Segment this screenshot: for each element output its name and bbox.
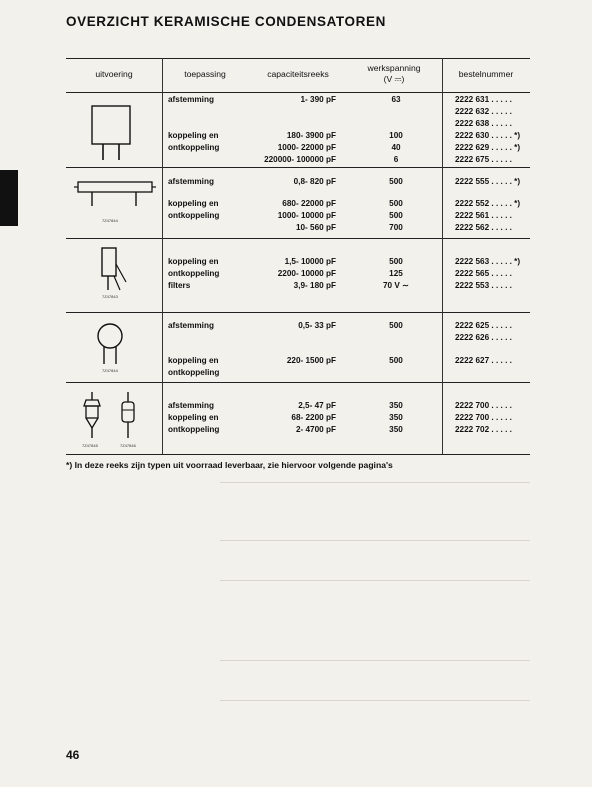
g4-figure-code: 7Z47844	[102, 368, 118, 373]
g5-figure-code-left: 7Z47845	[82, 443, 98, 448]
g1-toepassing-1: afstemming	[168, 95, 214, 104]
g2-volt-4: 700	[389, 223, 403, 232]
table-bottom-rule	[66, 454, 530, 455]
g3-nr-3: 2222 553 . . . . .	[455, 281, 512, 290]
g2-cap-2: 680- 22000 pF	[282, 199, 336, 208]
g3-toepassing-1: koppeling en	[168, 257, 219, 266]
g4-toepassing-3: ontkoppeling	[168, 368, 220, 377]
g3-cap-2: 2200- 10000 pF	[277, 269, 336, 278]
g3-volt-3: 70 V ∼	[383, 281, 409, 290]
table-top-rule	[66, 58, 530, 59]
g2-cap-1: 0,8- 820 pF	[293, 177, 336, 186]
g3-toepassing-2: ontkoppeling	[168, 269, 220, 278]
g1-volt-1: 63	[391, 95, 401, 104]
g5-nr-3: 2222 702 . . . . .	[455, 425, 512, 434]
g4-nr-2: 2222 626 . . . . .	[455, 333, 512, 342]
g4-volt-1: 500	[389, 321, 403, 330]
g5-volt-2: 350	[389, 413, 403, 422]
g1-cap-2: 180- 3900 pF	[286, 131, 336, 140]
g4-toepassing-1: afstemming	[168, 321, 214, 330]
disc-capacitor-drawing	[94, 322, 134, 370]
g5-nr-2: 2222 700 . . . . .	[455, 413, 512, 422]
column-divider	[162, 58, 163, 454]
g4-volt-2: 500	[389, 356, 403, 365]
header-werkspanning: werkspanning	[367, 63, 421, 73]
group-divider	[66, 312, 530, 313]
group-divider	[66, 238, 530, 239]
g1-nr-2: 2222 632 . . . . .	[455, 107, 512, 116]
g5-cap-2: 68- 2200 pF	[291, 413, 336, 422]
header-uitvoering: uitvoering	[95, 69, 133, 79]
g3-figure-code: 7Z47843	[102, 294, 118, 299]
g5-toepassing-2: koppeling en	[168, 413, 219, 422]
g3-toepassing-3: filters	[168, 281, 191, 290]
g4-nr-1: 2222 625 . . . . .	[455, 321, 512, 330]
g5-toepassing-1: afstemming	[168, 401, 214, 410]
g2-nr-4: 2222 562 . . . . .	[455, 223, 512, 232]
g4-cap-2: 220- 1500 pF	[286, 356, 336, 365]
g1-volt-4: 6	[393, 155, 399, 164]
column-divider	[442, 58, 443, 454]
g1-nr-3: 2222 638 . . . . .	[455, 119, 512, 128]
g3-volt-2: 125	[389, 269, 403, 278]
page-number: 46	[66, 748, 80, 762]
g5-cap-3: 2- 4700 pF	[295, 425, 336, 434]
g2-nr-2: 2222 552 . . . . . *)	[455, 199, 521, 208]
g1-cap-4: 220000- 100000 pF	[264, 155, 336, 164]
g1-nr-6: 2222 675 . . . . .	[455, 155, 512, 164]
g2-toepassing-1: afstemming	[168, 177, 214, 186]
g2-figure-code: 7Z47844	[102, 218, 118, 223]
bleed-through-line	[220, 540, 530, 541]
g2-volt-2: 500	[389, 199, 403, 208]
header-toepassing: toepassing	[184, 69, 226, 79]
g3-nr-2: 2222 565 . . . . .	[455, 269, 512, 278]
g1-nr-5: 2222 629 . . . . . *)	[455, 143, 521, 152]
bleed-through-line	[220, 482, 530, 483]
header-rule	[66, 92, 530, 93]
g2-cap-3: 1000- 10000 pF	[277, 211, 336, 220]
g3-nr-1: 2222 563 . . . . . *)	[455, 257, 521, 266]
g2-nr-1: 2222 555 . . . . . *)	[455, 177, 521, 186]
g1-cap-3: 1000- 22000 pF	[277, 143, 336, 152]
tubular-capacitor-drawing	[74, 176, 158, 216]
g1-volt-2: 100	[389, 131, 403, 140]
header-capaciteitsreeks: capaciteitsreeks	[267, 69, 329, 79]
bleed-through-line	[220, 580, 530, 581]
g1-toepassing-3: ontkoppeling	[168, 143, 220, 152]
g5-cap-1: 2,5- 47 pF	[298, 401, 336, 410]
g2-volt-1: 500	[389, 177, 403, 186]
group-divider	[66, 382, 530, 383]
header-bestelnummer: bestelnummer	[458, 69, 514, 79]
g2-volt-3: 500	[389, 211, 403, 220]
thumb-index-tab	[0, 170, 18, 226]
bleed-through-line	[220, 660, 530, 661]
g5-toepassing-3: ontkoppeling	[168, 425, 220, 434]
g5-volt-3: 350	[389, 425, 403, 434]
g2-cap-4: 10- 560 pF	[295, 223, 336, 232]
plate-capacitor-drawing	[96, 246, 136, 296]
g1-nr-4: 2222 630 . . . . . *)	[455, 131, 521, 140]
g1-nr-1: 2222 631 . . . . .	[455, 95, 512, 104]
rectangular-capacitor-drawing	[90, 104, 136, 164]
page-title: OVERZICHT KERAMISCHE CONDENSATOREN	[66, 14, 386, 29]
g3-cap-1: 1,5- 10000 pF	[284, 257, 336, 266]
g5-volt-1: 350	[389, 401, 403, 410]
g4-nr-3: 2222 627 . . . . .	[455, 356, 512, 365]
g2-toepassing-3: ontkoppeling	[168, 211, 220, 220]
bleed-through-line	[220, 700, 530, 701]
footnote: *) In deze reeks zijn typen uit voorraad leverbaar, zie hiervoor volgende pagina's	[66, 460, 393, 470]
g2-toepassing-2: koppeling en	[168, 199, 219, 208]
g1-toepassing-2: koppeling en	[168, 131, 219, 140]
g5-nr-1: 2222 700 . . . . .	[455, 401, 512, 410]
g1-volt-3: 40	[391, 143, 401, 152]
g5-figure-code-right: 7Z47846	[120, 443, 136, 448]
header-werkspanning-unit: (V ⎓)	[383, 74, 405, 84]
feedthrough-capacitor-drawings	[80, 390, 150, 442]
g3-volt-1: 500	[389, 257, 403, 266]
g4-toepassing-2: koppeling en	[168, 356, 219, 365]
g4-cap-1: 0,5- 33 pF	[298, 321, 336, 330]
group-divider	[66, 167, 530, 168]
g1-cap-1: 1- 390 pF	[300, 95, 336, 104]
g2-nr-3: 2222 561 . . . . .	[455, 211, 512, 220]
g3-cap-3: 3,9- 180 pF	[293, 281, 336, 290]
